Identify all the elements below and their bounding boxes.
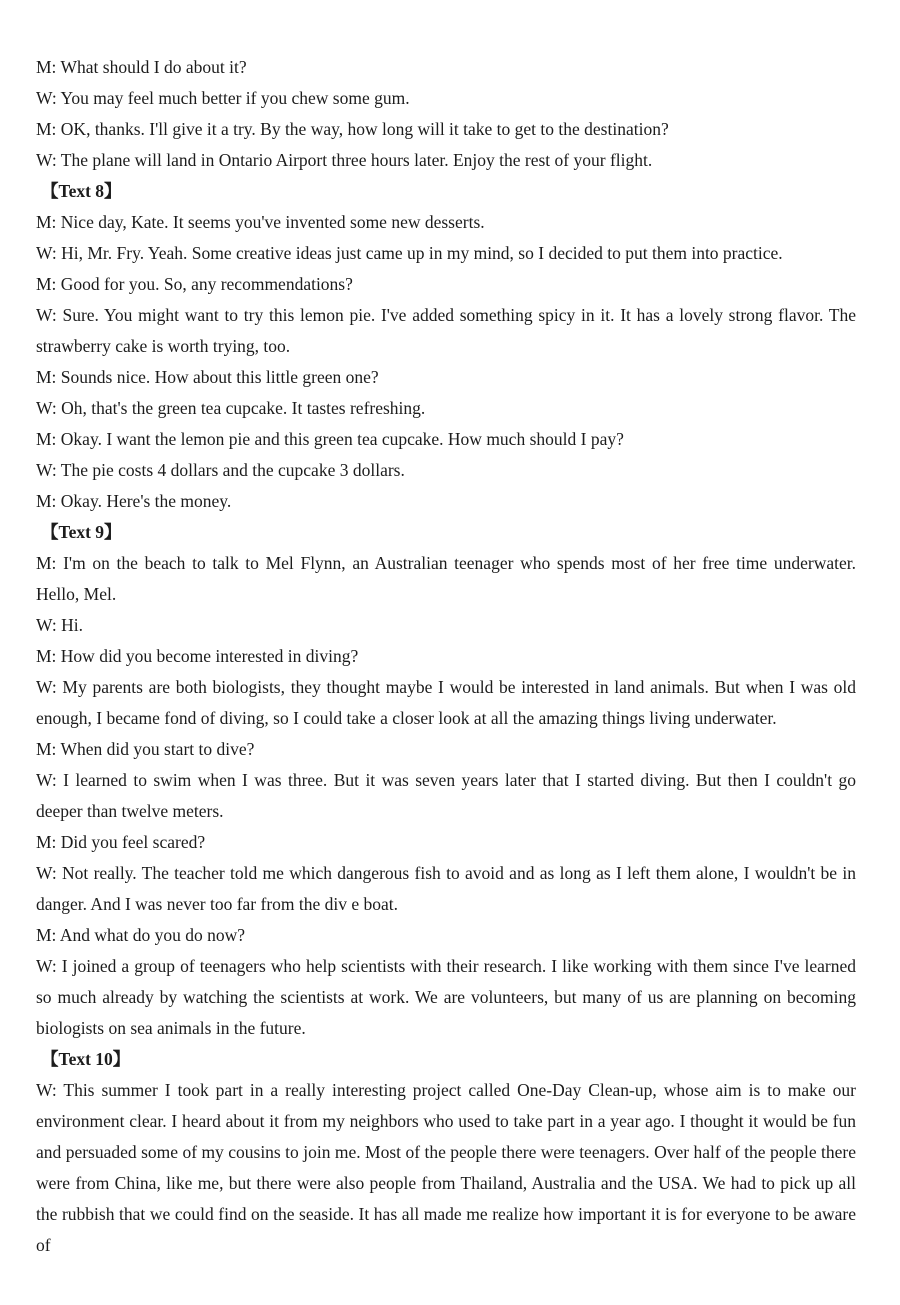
dialogue-line: M: And what do you do now? <box>36 925 246 945</box>
dialogue-line: M: Did you feel scared? <box>36 832 206 852</box>
dialogue-line: M: OK, thanks. I'll give it a try. By the way, how long will it take to get to the destination? <box>36 119 669 139</box>
dialogue-line: W: The plane will land in Ontario Airport three hours later. Enjoy the rest of your flight. <box>36 150 653 170</box>
dialogue-line: W: I learned to swim when I was three. But it was seven years later that I started diving. But then I couldn't go deeper than twelve meters. <box>36 770 856 821</box>
section-header-text-8: 【Text 8】 <box>41 181 122 201</box>
dialogue-line: W: Not really. The teacher told me which dangerous fish to avoid and as long as I left them alone, I wouldn't be in danger. And I was never too far from the div e boat. <box>36 863 856 914</box>
dialogue-line: M: Nice day, Kate. It seems you've invented some new desserts. <box>36 212 485 232</box>
dialogue-line: W: The pie costs 4 dollars and the cupcake 3 dollars. <box>36 460 405 480</box>
dialogue-line: W: Hi, Mr. Fry. Yeah. Some creative ideas just came up in my mind, so I decided to put them into practice. <box>36 243 783 263</box>
dialogue-line: W: You may feel much better if you chew some gum. <box>36 88 410 108</box>
dialogue-line: M: Okay. Here's the money. <box>36 491 232 511</box>
section-header-text-10: 【Text 10】 <box>41 1049 131 1069</box>
dialogue-line: M: What should I do about it? <box>36 57 247 77</box>
section-header-text-9: 【Text 9】 <box>41 522 122 542</box>
dialogue-line: W: This summer I took part in a really interesting project called One-Day Clean-up, whose aim is to make our environment clear. I heard about it from my neighbors who used to take part in a year ago. I thought it would be fun and persuaded some of my cousins to join me. Most of the people there were teenagers. Over half of the people there were from China, like me, but there were also people from Thailand, Australia and the USA. We had to pick up all the rubbish that we could find on the seaside. It has all made me realize how important it is for everyone to be aware of <box>36 1080 856 1255</box>
dialogue-line: M: Okay. I want the lemon pie and this green tea cupcake. How much should I pay? <box>36 429 624 449</box>
dialogue-line: M: How did you become interested in diving? <box>36 646 359 666</box>
dialogue-line: W: Hi. <box>36 615 83 635</box>
dialogue-line: W: I joined a group of teenagers who help scientists with their research. I like working with them since I've learned so much already by watching the scientists at work. We are volunteers, but many of us are planning on becoming biologists on sea animals in the future. <box>36 956 856 1038</box>
dialogue-line: W: Oh, that's the green tea cupcake. It tastes refreshing. <box>36 398 426 418</box>
dialogue-line: W: My parents are both biologists, they thought maybe I would be interested in land animals. But when I was old enough, I became fond of diving, so I could take a closer look at all the amazing things living underwater. <box>36 677 856 728</box>
dialogue-line: W: Sure. You might want to try this lemon pie. I've added something spicy in it. It has a lovely strong flavor. The strawberry cake is worth trying, too. <box>36 305 856 356</box>
dialogue-line: M: When did you start to dive? <box>36 739 255 759</box>
dialogue-line: M: Sounds nice. How about this little green one? <box>36 367 379 387</box>
dialogue-line: M: Good for you. So, any recommendations? <box>36 274 353 294</box>
dialogue-line: M: I'm on the beach to talk to Mel Flynn, an Australian teenager who spends most of her free time underwater. Hello, Mel. <box>36 553 856 604</box>
